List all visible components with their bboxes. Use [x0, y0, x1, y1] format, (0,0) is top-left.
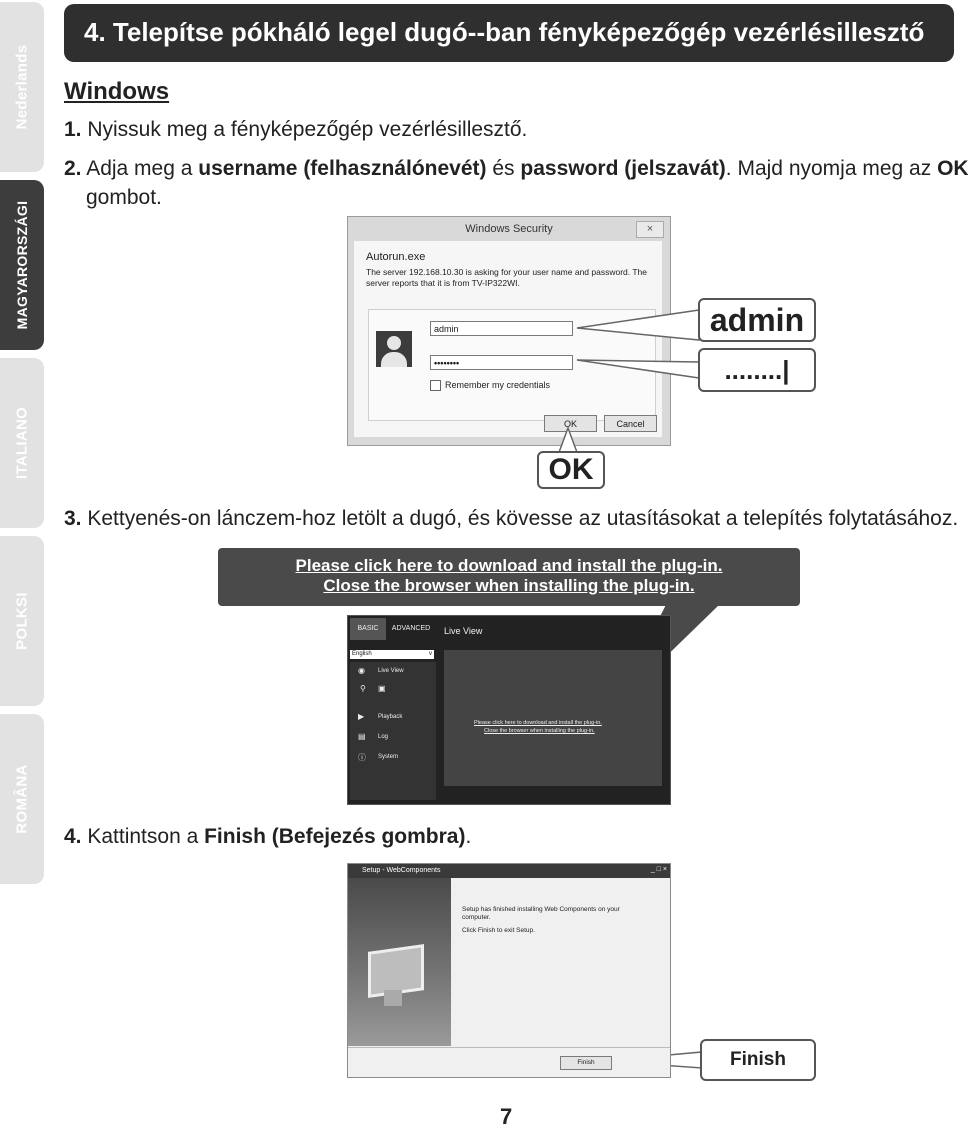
tab-basic[interactable]: BASIC: [350, 618, 386, 640]
step-number: 3.: [64, 507, 82, 530]
plugin-close-note[interactable]: Close the browser when installing the plug-in.: [323, 576, 695, 595]
play-icon: ▶: [358, 712, 365, 721]
step-3: [64, 507, 958, 531]
plugin-banner[interactable]: [218, 548, 800, 606]
side-tab-label: POLKSI: [13, 592, 31, 650]
step-text: .: [465, 825, 472, 848]
dialog-app-name: Autorun.exe: [366, 251, 426, 263]
zoom-icon: ⚲: [360, 684, 366, 693]
finish-callout: Finish: [700, 1039, 816, 1081]
step-text: Kattintson a: [81, 825, 205, 848]
step-number: 1.: [64, 118, 82, 141]
password-callout: ........|: [698, 348, 816, 392]
window-controls[interactable]: _ □ ×: [650, 866, 667, 873]
menu-log[interactable]: Log: [378, 734, 389, 740]
ok-button[interactable]: OK: [544, 415, 597, 432]
cancel-button[interactable]: Cancel: [604, 415, 657, 432]
section-title: Windows: [64, 78, 170, 105]
menu-system[interactable]: System: [378, 754, 399, 760]
info-icon: ⓘ: [358, 753, 366, 762]
step-text: és: [486, 157, 521, 180]
side-tab-label: ITALIANO: [13, 406, 31, 480]
step-emphasis: password (jelszavát): [520, 157, 726, 180]
ok-callout: OK: [537, 451, 605, 489]
camera-heading: Live View: [444, 626, 483, 636]
plugin-note[interactable]: Close the browser when installing the plug-in.: [484, 728, 595, 734]
setup-message: computer.: [462, 914, 491, 921]
page-number: 7: [500, 1104, 513, 1129]
plugin-link[interactable]: Please click here to download and install the plug-in.: [474, 720, 602, 726]
step-text: Nyissuk meg a fényképezőgép vezérlésillesztő.: [81, 118, 528, 141]
tab-advanced[interactable]: ADVANCED: [391, 625, 431, 632]
side-tab-label: Nederlands: [13, 44, 31, 130]
setup-message: Setup has finished installing Web Components on your: [462, 906, 620, 913]
setup-finish-button[interactable]: Finish: [560, 1056, 612, 1070]
side-tab-label: MAGYARORSZÁGI: [14, 200, 30, 330]
camera-web-ui: [347, 615, 671, 805]
setup-title: Setup - WebComponents: [348, 864, 670, 878]
admin-pointer: [577, 310, 699, 340]
step-emphasis: username (felhasználónevét): [198, 157, 487, 180]
step-emphasis: OK: [937, 157, 969, 180]
setup-message: Click Finish to exit Setup.: [462, 927, 535, 934]
close-button[interactable]: ×: [636, 221, 664, 238]
admin-callout: admin: [698, 298, 816, 342]
dialog-message: The server 192.168.10.30 is asking for your user name and password. The: [366, 267, 647, 277]
plugin-download-link[interactable]: Please click here to download and install the plug-in.: [295, 556, 723, 575]
username-field[interactable]: admin: [430, 321, 573, 336]
chevron-down-icon: v: [429, 651, 432, 657]
password-field[interactable]: ••••••••: [430, 355, 573, 370]
step-2-continued: gombot.: [86, 186, 162, 209]
side-tab-label: ROMÂNA: [13, 764, 31, 834]
remember-label: Remember my credentials: [445, 380, 551, 390]
menu-live-view[interactable]: Live View: [378, 668, 404, 674]
page-title: 4. Telepítse pókháló legel dugó--ban fényképezőgép vezérlésillesztő: [84, 17, 925, 47]
step-number: 2.: [64, 157, 82, 180]
grid-icon: ▣: [378, 684, 386, 693]
step-text: Adja meg a: [81, 157, 199, 180]
setup-footer-divider: [348, 1047, 670, 1048]
camera-sidebar: [350, 662, 436, 800]
dialog-message: server reports that it is from TV-IP322WI.: [366, 278, 520, 288]
live-view-area: [444, 650, 662, 786]
step-text: . Majd nyomja meg az: [725, 157, 938, 180]
step-emphasis: Finish (Befejezés gombra): [204, 825, 466, 848]
language-value: English: [352, 651, 372, 657]
step-4: [64, 825, 471, 849]
language-select[interactable]: [350, 650, 434, 659]
dialog-title: Windows Security: [465, 223, 553, 235]
menu-playback[interactable]: Playback: [378, 714, 403, 720]
password-pointer: [577, 360, 699, 378]
setup-banner-image: [348, 878, 451, 1046]
eye-icon: ◉: [358, 666, 365, 675]
step-number: 4.: [64, 825, 82, 848]
step-text: Kettyenés-on lánczem-hoz letölt a dugó, és kövesse az utasításokat a telepítés folytatásához.: [81, 507, 959, 530]
setup-window: [347, 863, 671, 1078]
log-icon: ▤: [358, 732, 366, 741]
